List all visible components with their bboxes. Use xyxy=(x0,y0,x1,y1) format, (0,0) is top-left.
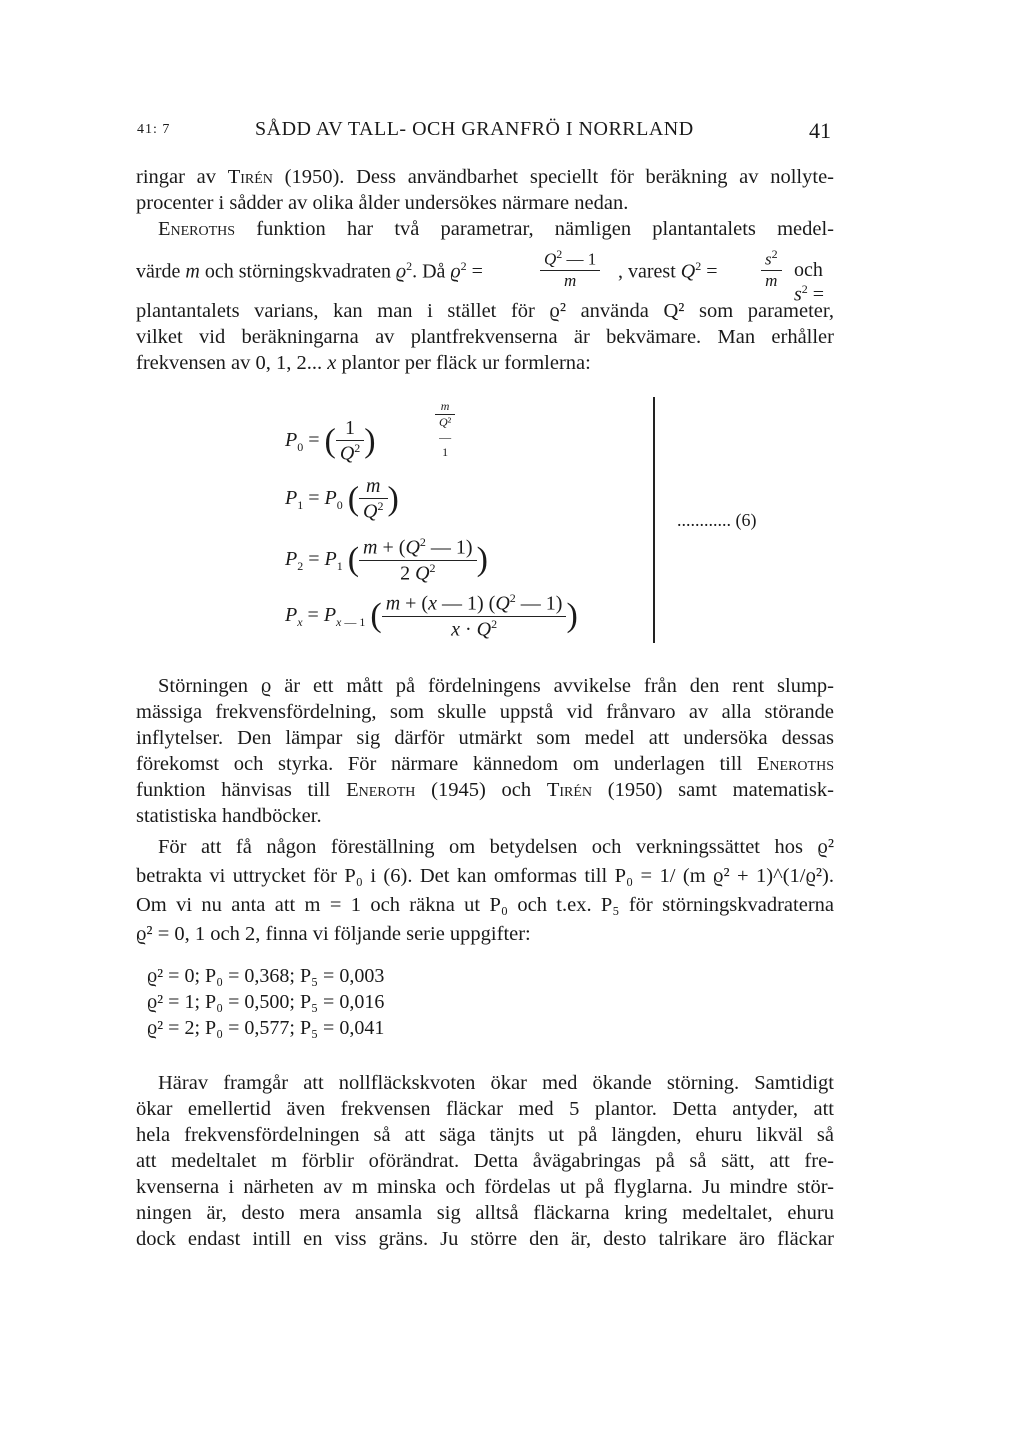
text-line: mässiga frekvensfördelning, som skulle uppstå vid frånvaro av alla störande xyxy=(136,701,834,723)
formula-p0: $P_0$ = ( $\frac{1}{Q^2}$ ) $\frac{m}{\text{Q²— 1}}$ xyxy=(285,417,376,466)
paragraph-intro xyxy=(136,164,834,242)
paragraph-disturbance xyxy=(136,673,834,829)
text-line: dock endast intill en viss gräns. Ju större den är, desto talrikare äro fläckar xyxy=(136,1228,834,1250)
author-name: Eneroths xyxy=(756,753,834,775)
text-line: Störningen ϱ är ett mått på fördelningens avvikelse från den rent slump- xyxy=(158,675,834,697)
text-line: betrakta vi uttrycket för P₀ i (6). Det kan omformas till P₀ = 1/ (m ϱ² + 1)^(1/ϱ²). xyxy=(136,865,834,887)
rho-values-list xyxy=(147,963,384,1041)
inline-formula-line: värde m och störningskvadraten $ϱ^2$. Då $ϱ^2$ = $\frac{Q^2 — 1}{m}$ , varest $Q^2$ = $\frac{s^2}{m}$ och $s^2$ = xyxy=(136,247,825,306)
text-line: hela frekvensfördelningen så att säga tänjts ut på längden, ehuru likväl så xyxy=(136,1124,834,1146)
text-line: ökar emellertid även frekvensen fläckar med 5 plantor. Detta antyder, att xyxy=(136,1098,834,1120)
text-line: För att få någon föreställning om betydelsen och verkningssättet hos ϱ² xyxy=(158,836,834,858)
text-line: inflytelser. Den lämpar sig därför utmärkt som medel att undersöka dessas xyxy=(136,727,834,749)
formula-p2: $P_2 = P_1$ ( $\frac{m + (Q^2 — 1)}{2 Q^2}$ ) xyxy=(285,535,488,585)
text-line: vilket vid beräkningarna av plantfrekvenserna är bekvämare. Man erhåller xyxy=(136,326,834,348)
rho-value-row: ϱ² = 1; P₀ = 0,500; P₅ = 0,016 xyxy=(147,991,385,1013)
text-line: frekvensen av 0, 1, 2... x plantor per fläck ur formlerna: xyxy=(136,352,591,374)
rho-value-row: ϱ² = 2; P₀ = 0,577; P₅ = 0,041 xyxy=(147,1017,385,1039)
text-line: Eneroths funktion har två parametrar, nämligen plantantalets medel- xyxy=(158,218,834,240)
rho-value-row: ϱ² = 0; P₀ = 0,368; P₅ = 0,003 xyxy=(147,965,385,987)
text-line: ningen är, desto mera ansamla sig alltså fläckarna kring medeltalet, ehuru xyxy=(136,1202,834,1224)
paragraph-example xyxy=(136,833,834,949)
text-line: ϱ² = 0, 1 och 2, finna vi följande serie uppgifter: xyxy=(136,923,531,945)
text-line: procenter i sådder av olika ålder undersökes närmare nedan. xyxy=(136,192,629,214)
text-line: ringar av Tirén (1950). Dess användbarhet speciellt för beräkning av nollyte- xyxy=(136,166,834,188)
equation-number: ............ (6) xyxy=(677,510,757,530)
paragraph-intro-cont xyxy=(136,298,834,376)
text-line: statistiska handböcker. xyxy=(136,805,322,827)
text-line: plantantalets varians, kan man i stället för ϱ² använda Q² som parameter, xyxy=(136,300,834,322)
section-number: 41: 7 xyxy=(137,122,171,137)
running-header xyxy=(137,118,831,148)
formula-p1: $P_1 = P_0$ ( $\frac{m}{Q^2}$ ) xyxy=(285,475,399,523)
paragraph-conclusion xyxy=(136,1070,834,1252)
text-line: förekomst och styrka. För närmare kännedom om underlagen till Eneroths xyxy=(136,753,834,775)
text-line: Härav framgår att nollfläckskvoten ökar med ökande störning. Samtidigt xyxy=(158,1072,834,1094)
text-line: Om vi nu anta att m = 1 och räkna ut P₀ och t.ex. P₅ för störningskvadraterna xyxy=(136,894,834,916)
text-line: att medeltalet m förblir oförändrat. Detta åvägabringas på så sätt, att fre- xyxy=(136,1150,834,1172)
author-name: Tirén xyxy=(227,166,273,188)
page-number: 41 xyxy=(809,118,831,143)
formula-px: $P_x = P_{x — 1}$ ( $\frac{m + (x — 1) (Q^2 — 1)}{x \cdot Q^2}$ ) xyxy=(285,591,578,641)
formula-bracket xyxy=(653,397,655,643)
formula-block-6 xyxy=(285,395,845,645)
text-line: kvenserna i närheten av m minska och fördelas ut på flyglarna. Ju mindre stör- xyxy=(136,1176,834,1198)
text-line: funktion hänvisas till Eneroth (1945) och Tirén (1950) samt matematisk- xyxy=(136,779,834,801)
running-title: SÅDD AV TALL- OCH GRANFRÖ I NORRLAND xyxy=(255,118,694,140)
